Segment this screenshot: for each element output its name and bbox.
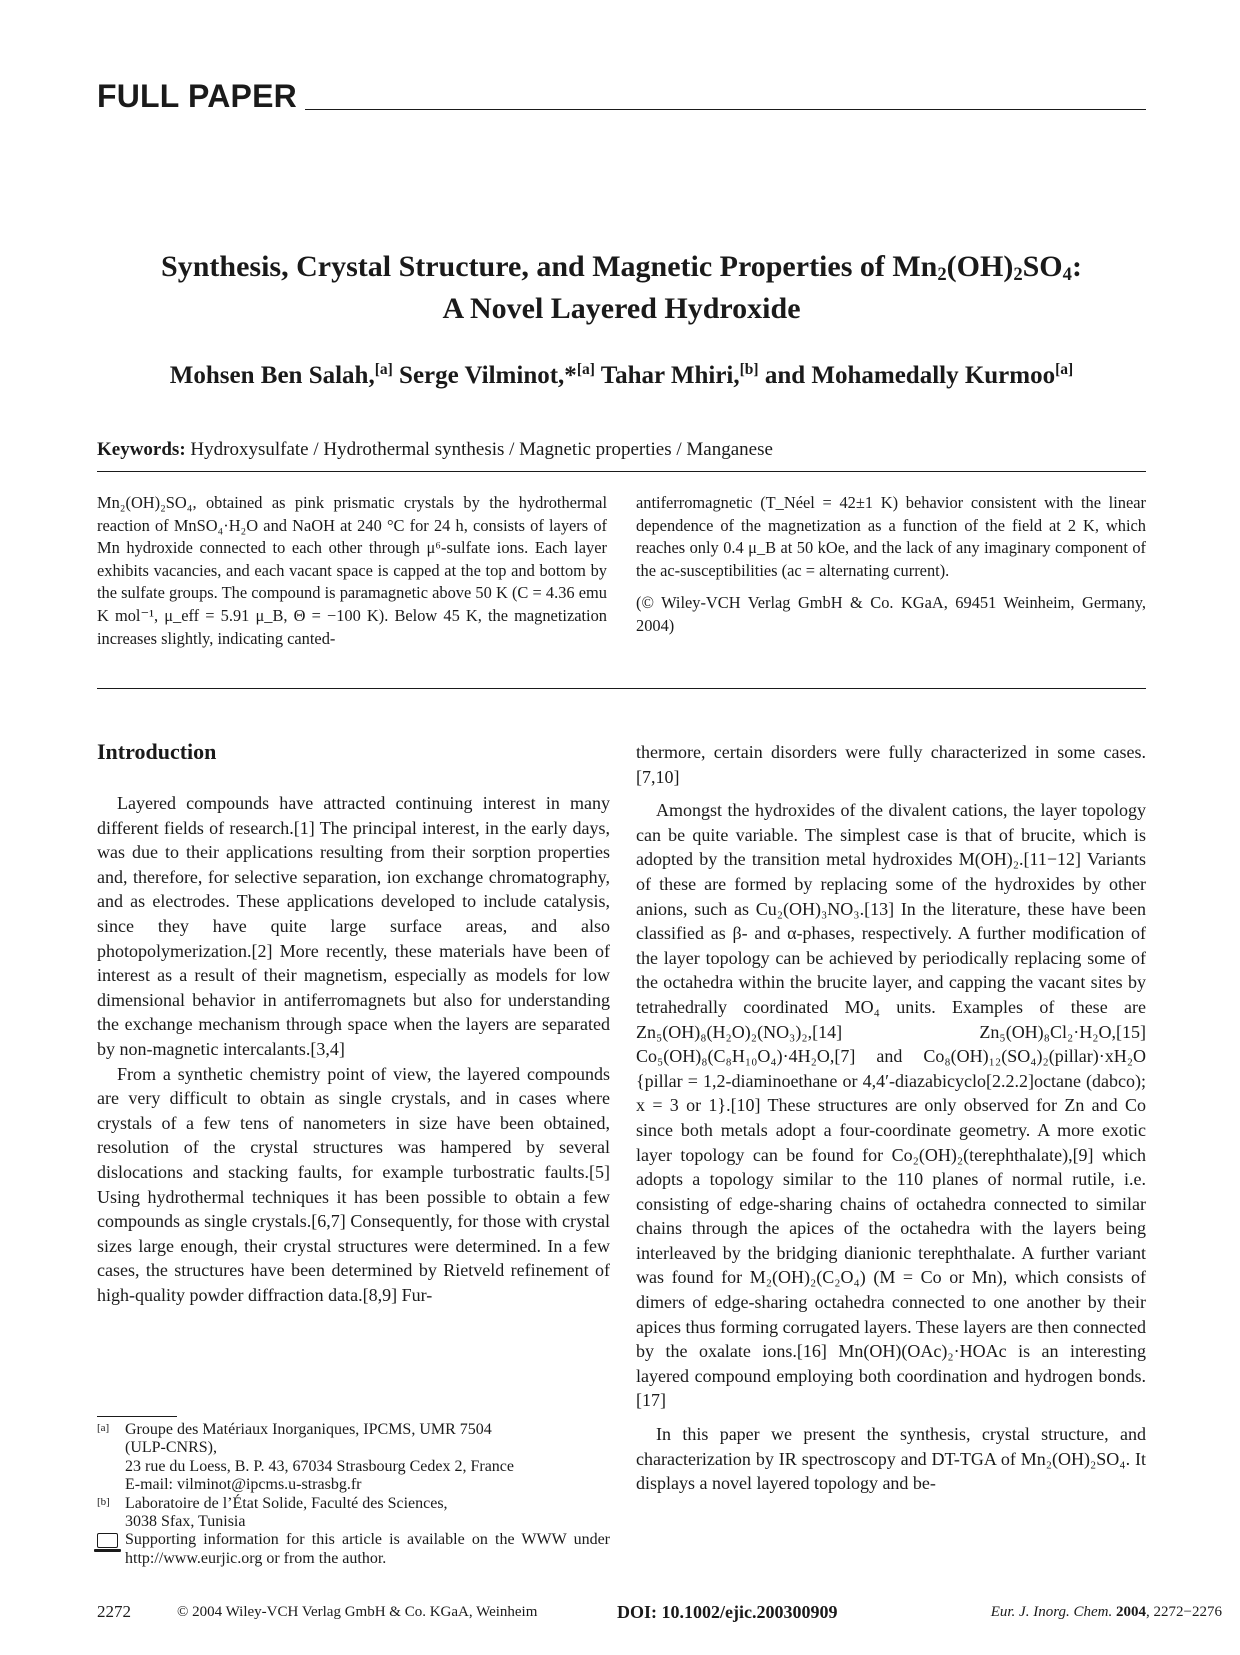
footnote-marker: [a] bbox=[97, 1422, 110, 1434]
author-affiliation: [b] bbox=[739, 361, 759, 378]
footnote-supporting-info: Supporting information for this article is available on the WWW under http://www.eurjic.org or from the author. bbox=[97, 1531, 610, 1568]
abstract-rule bbox=[97, 688, 1146, 689]
page-number: 2272 bbox=[97, 1602, 131, 1621]
author-affiliation: [a] bbox=[374, 361, 393, 378]
footnote-marker: [b] bbox=[97, 1495, 110, 1508]
footnotes bbox=[97, 1421, 610, 1568]
journal-citation: Eur. J. Inorg. Chem. 2004 , 2272−2276 bbox=[990, 1604, 1222, 1620]
body-paragraph: Amongst the hydroxides of the divalent cations, the layer topology can be quite variable. The simplest case is that of brucite, which is adopted by the transition metal hydroxides M(OH)₂.[11−12] Variants of these are formed by replacing some of the hydroxides by other anions, such as Cu₂(OH)₃NO₃.[13] In the literature, these have been classified as β- and α-phases, respectively. A further modification of the layer topology can be achieved by periodically replacing some of the octahedra within the brucite layer, and capping the vacant sites by tetrahedrally coordinated MO₄ units. Examples of these are Zn₅(OH)₈(H₂O)₂(NO₃)₂,[14] Zn₅(OH)₈Cl₂·H₂O,[15] Co₅(OH)₈(C₈H₁₀O₄)·4H₂O,[7] and Co₈(OH)₁₂(SO₄)₂(pillar)·xH₂O {pillar = 1,2-diaminoethane or 4,4′-diazabicyclo[2.2.2]octane (dabco); x = 3 or 1}.[10] These structures are only observed for Zn and Co since both metals adopt a four-coordinate geometry. A more exotic layer topology can be found for Co₂(OH)₂(terephthalate),[9] which adopts a topology similar to the 110 planes of normal rutile, i.e. consisting of edge-sharing chains of octahedra connected to similar chains through the apices of the octahedra with the layers being interleaved by the bridging dianionic terephthalate. A further variant was found for M₂(OH)₂(C₂O₄) (M = Co or Mn), which consists of dimers of edge-sharing octahedra connected to one another by their apices thus forming corrugated layers. These layers are then connected by the oxalate ions.[16] Mn(OH)(OAc)₂·HOAc is an interesting layered compound employing both coordination and hydrogen bonds.[17] bbox=[636, 800, 1146, 1411]
abstract-right bbox=[636, 492, 1146, 638]
title-line-1: Synthesis, Crystal Structure, and Magnetic Properties of $Mn_2(OH)_2SO_4$: bbox=[161, 250, 1082, 285]
abstract-copyright: (© Wiley-VCH Verlag GmbH & Co. KGaA, 69451 Weinheim, Germany, 2004) bbox=[636, 593, 1146, 635]
page-footer bbox=[97, 1602, 1222, 1626]
footnote-rule bbox=[97, 1416, 177, 1417]
title-line-2: A Novel Layered Hydroxide bbox=[442, 292, 801, 325]
doi: DOI: 10.1002/ejic.200300909 bbox=[617, 1602, 838, 1622]
abstract-paragraph: Mn₂(OH)₂SO₄, obtained as pink prismatic crystals by the hydrothermal reaction of MnSO₄·H₂O and NaOH at 240 °C for 24 h, consists of layers of Mn hydroxide connected to each other through μ⁶-sulfate ions. Each layer exhibits vacancies, and each vacant space is capped at the top and bottom by the sulfate groups. The compound is paramagnetic above 50 K (C = 4.36 emu K mol⁻¹, μ_eff = 5.91 μ_B, Θ = −100 K). Below 45 K, the magnetization increases slightly, indicating canted- bbox=[97, 493, 607, 648]
abstract-left bbox=[97, 492, 607, 650]
author-name: and Mohamedally Kurmoo bbox=[758, 362, 1056, 389]
header-rule bbox=[305, 109, 1146, 110]
computer-icon bbox=[97, 1533, 118, 1548]
keywords-label: Keywords: bbox=[97, 439, 186, 460]
body-paragraph: Layered compounds have attracted continuing interest in many different fields of research.[1] The principal interest, in the early days, was due to their applications resulting from their sorption properties and, therefore, for selective separation, ion exchange chromatography, and as electrodes. These applications developed to include catalysis, since they have quite large surface areas, and also photopolymerization.[2] More recently, these materials have been of interest as a result of their magnetism, especially as models for low dimensional behavior in antiferromagnets but also for understanding the exchange mechanism through space when the layers are separated by non-magnetic intercalants.[3,4] bbox=[97, 793, 610, 1059]
body-paragraph: In this paper we present the synthesis, crystal structure, and characterization by IR spectroscopy and DT-TGA of Mn₂(OH)₂SO₄. It displays a novel layered topology and be- bbox=[636, 1424, 1146, 1494]
body-paragraph: thermore, certain disorders were fully characterized in some cases.[7,10] bbox=[636, 742, 1146, 787]
footnote-a: [a] Groupe des Matériaux Inorganiques, IPCMS, UMR 7504 (ULP-CNRS), 23 rue du Loess, B. P. 43, 67034 Strasbourg Cedex 2, France E-mail: vilminot@ipcms.u-strasbg.fr bbox=[97, 1421, 514, 1494]
section-header bbox=[97, 78, 1146, 114]
body-column-left bbox=[97, 738, 610, 1307]
section-label: FULL PAPER bbox=[97, 78, 297, 114]
paper-title bbox=[97, 250, 1146, 326]
keywords-text: Hydroxysulfate / Hydrothermal synthesis / Magnetic properties / Manganese bbox=[185, 439, 773, 460]
keywords bbox=[97, 437, 1146, 472]
author-list bbox=[97, 355, 1146, 391]
abstract-paragraph: antiferromagnetic (T_Néel = 42±1 K) behavior consistent with the linear dependence of the magnetization as a function of the field at 2 K, which reaches only 0.4 μ_B at 50 kOe, and the lack of any imaginary component of the ac-susceptibilities (ac = alternating current). bbox=[636, 493, 1146, 580]
author-name: Tahar Mhiri, bbox=[594, 362, 740, 389]
footer-copyright: © 2004 Wiley-VCH Verlag GmbH & Co. KGaA, Weinheim bbox=[177, 1604, 538, 1620]
section-heading: Introduction bbox=[97, 739, 217, 764]
body-paragraph: From a synthetic chemistry point of view, the layered compounds are very difficult to obtain as single crystals, and in cases where crystals of a few tens of nanometers in size have been obtained, resolution of the crystal structures was hampered by several dislocations and stacking faults, for example turbostratic faults.[5] Using hydrothermal techniques it has been possible to obtain a few compounds as single crystals.[6,7] Consequently, for those with crystal sizes large enough, their crystal structures were determined. In a few cases, the structures have been determined by Rietveld refinement of high-quality powder diffraction data.[8,9] Fur- bbox=[97, 1063, 610, 1305]
footnote-b: [b] Laboratoire de l’État Solide, Faculté des Sciences, 3038 Sfax, Tunisia bbox=[97, 1494, 448, 1531]
author-affiliation: [a] bbox=[576, 361, 595, 378]
author-name: Serge Vilminot,* bbox=[392, 362, 577, 389]
body-column-right bbox=[636, 740, 1146, 1496]
author-affiliation: [a] bbox=[1055, 361, 1074, 378]
author-name: Mohsen Ben Salah, bbox=[169, 362, 375, 389]
